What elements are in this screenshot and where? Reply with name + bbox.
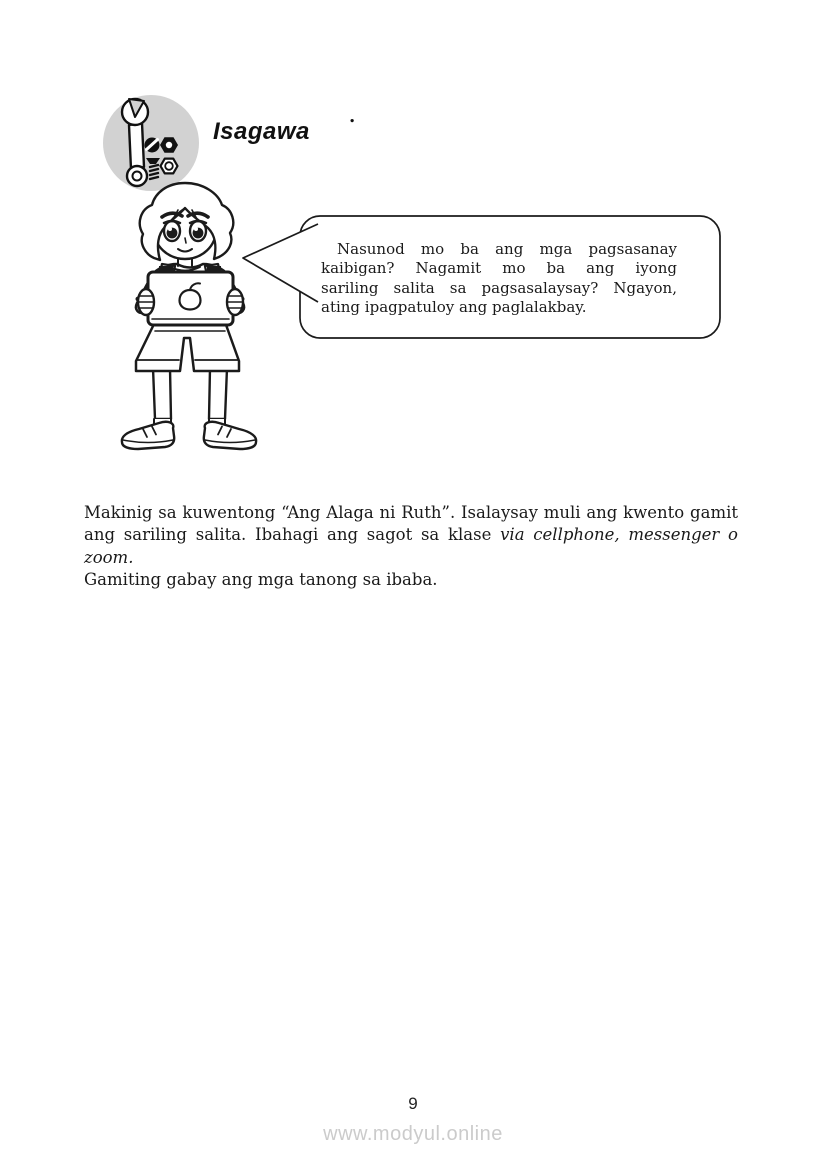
instruction-line-normal: ang sariling salita. Ibahagi ang sagot sa klase [84, 525, 501, 545]
instruction-paragraph [84, 502, 738, 591]
speech-line: kaibigan? Nagamit mo ba ang iyong [321, 259, 677, 278]
speech-line: sariling salita sa pagsasalaysay? Ngayon, [321, 278, 677, 297]
speech-line: ating ipagpatuloy ang paglalakbay. [321, 298, 587, 317]
instruction-line-italic: via cellphone, messenger o zoom. [84, 525, 738, 567]
speech-bubble-tail [243, 224, 318, 302]
speech-line: Nasunod mo ba ang mga pagsasanay [337, 240, 677, 258]
instruction-line [84, 524, 738, 569]
stray-period-mark: . [349, 106, 356, 127]
instruction-line: Makinig sa kuwentong “Ang Alaga ni Ruth”. Isalaysay muli ang kwento gamit [84, 503, 738, 522]
watermark: www.modyul.online [323, 1123, 503, 1145]
section-title: Isagawa [213, 118, 310, 145]
instruction-line: Gamiting gabay ang mga tanong sa ibaba. [84, 569, 438, 589]
page-number: 9 [408, 1094, 418, 1113]
speech-bubble-text [321, 240, 677, 318]
